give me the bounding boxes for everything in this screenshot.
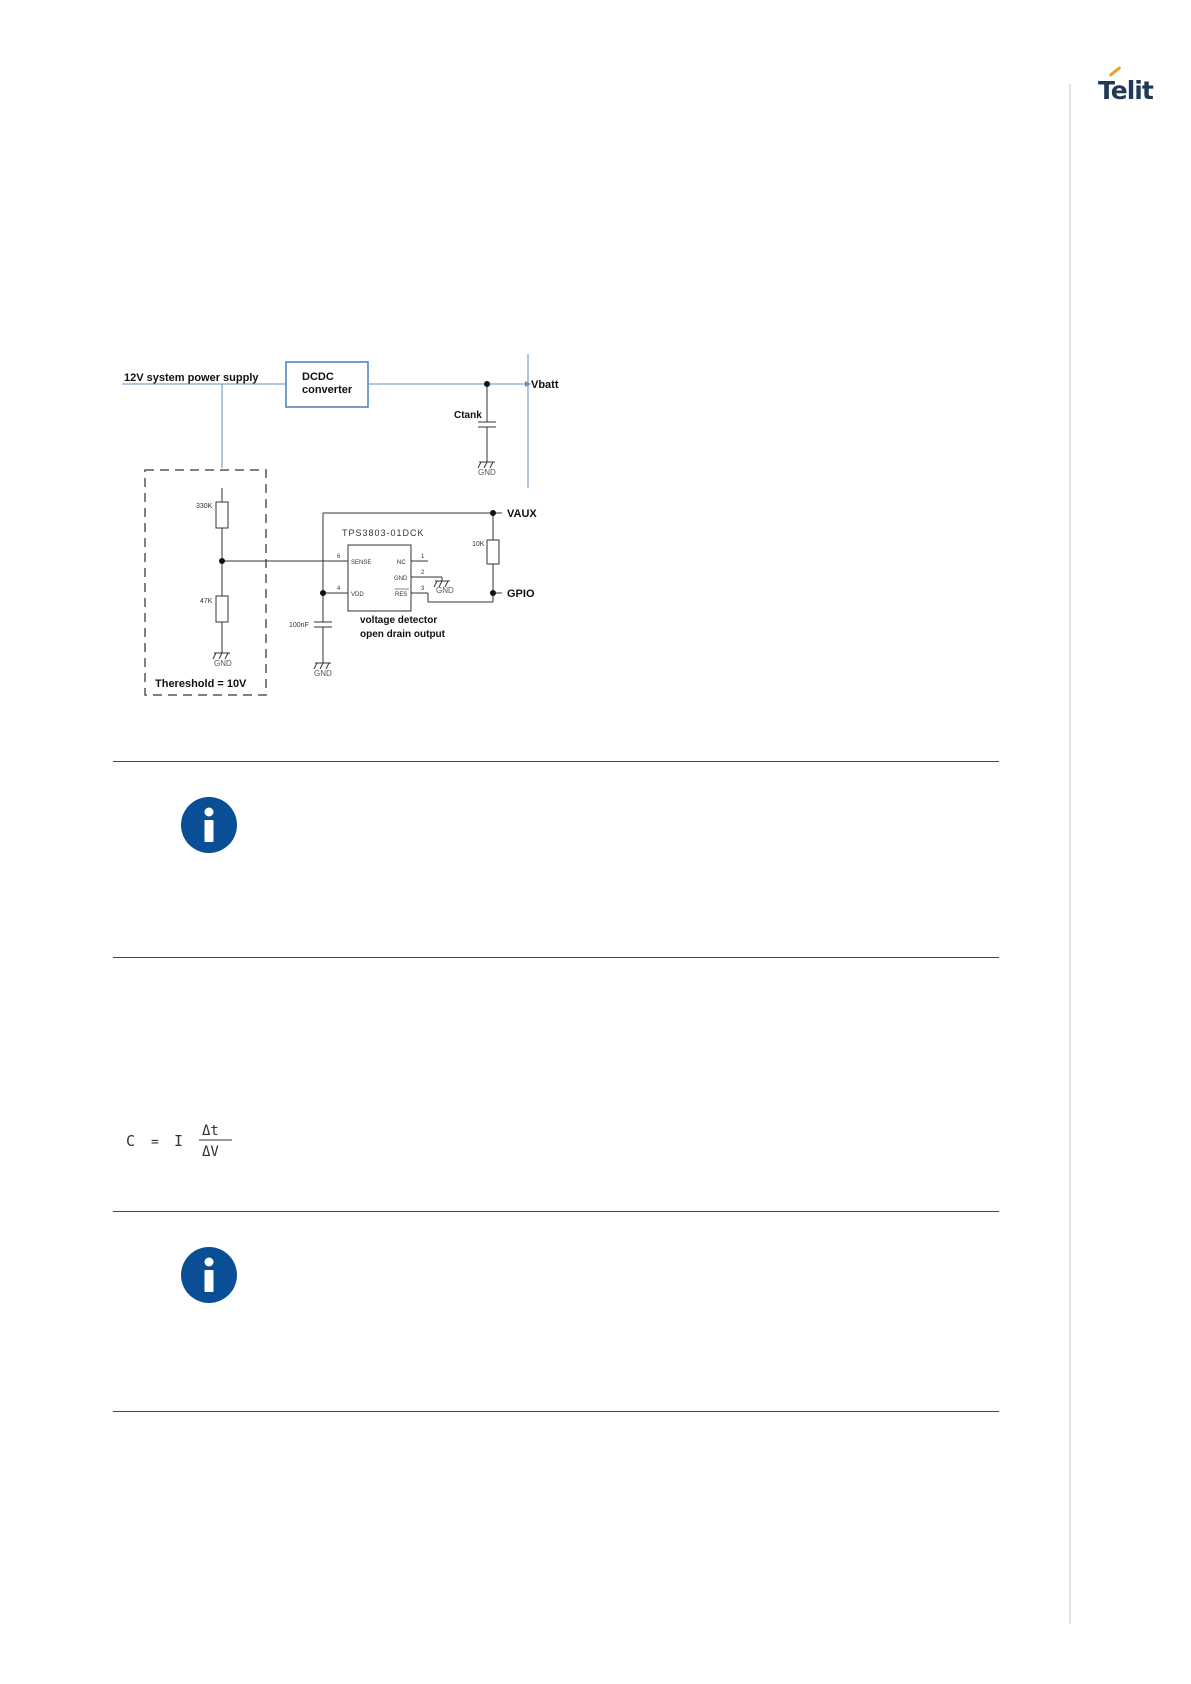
detector-label-2: open drain output (360, 629, 445, 640)
formula-lhs: C (126, 1132, 136, 1150)
threshold-label: Thereshold = 10V (155, 678, 247, 690)
margin-rule (1069, 84, 1071, 1624)
telit-logo (1098, 70, 1168, 110)
ctank-capacitor (478, 384, 496, 468)
pin-nc: NC (397, 560, 406, 566)
pin-vdd: VDD (351, 592, 364, 598)
info-icon (180, 796, 238, 854)
dcdc-label-2: converter (302, 384, 353, 396)
note-2-top-rule (113, 1211, 999, 1212)
circuit-diagram (110, 350, 580, 710)
pin-gnd: GND (394, 576, 408, 582)
formula-denominator: ΔV (202, 1144, 219, 1160)
logo-text: Telit (1098, 76, 1153, 105)
gpio-label: GPIO (507, 588, 535, 600)
divider-node (219, 558, 225, 564)
vaux-label: VAUX (507, 508, 537, 520)
vbatt-node (484, 381, 490, 387)
r-top-label: 330K (196, 503, 213, 510)
ic-name: TPS3803-01DCK (342, 528, 425, 538)
formula-eq: = (151, 1135, 159, 1150)
detector-label-1: voltage detector (360, 615, 438, 626)
ic-gnd-label: GND (436, 586, 454, 595)
supply-label: 12V system power supply (124, 372, 259, 384)
divider-gnd-label: GND (214, 659, 232, 668)
ctank-gnd-label: GND (478, 468, 496, 477)
cap-label: 100nF (289, 622, 309, 629)
formula-current: I (174, 1132, 184, 1150)
pin-res: RES (395, 592, 408, 598)
note-2-bottom-rule (113, 1411, 999, 1412)
divider-resistors (213, 488, 348, 659)
note-1-top-rule (113, 761, 999, 762)
ctank-label: Ctank (454, 410, 482, 421)
pin-number-1: 1 (421, 554, 425, 560)
info-icon (180, 1246, 238, 1304)
vbatt-label: Vbatt (531, 379, 559, 391)
pin-number-6: 6 (337, 554, 341, 560)
pin-number-3: 3 (421, 586, 425, 592)
note-1-bottom-rule (113, 957, 999, 958)
gpio-node (490, 590, 496, 596)
r-bottom-label: 47K (200, 598, 213, 605)
cap-gnd-label: GND (314, 669, 332, 678)
vaux-node (490, 510, 496, 516)
r-pullup-label: 10K (472, 541, 485, 548)
capacitance-formula (124, 1124, 364, 1174)
pin-number-2: 2 (421, 570, 425, 576)
pin-number-4: 4 (337, 586, 341, 592)
pin-sense: SENSE (351, 560, 372, 566)
formula-numerator: Δt (202, 1124, 219, 1139)
vdd-node (320, 590, 326, 596)
dcdc-label-1: DCDC (302, 371, 334, 383)
